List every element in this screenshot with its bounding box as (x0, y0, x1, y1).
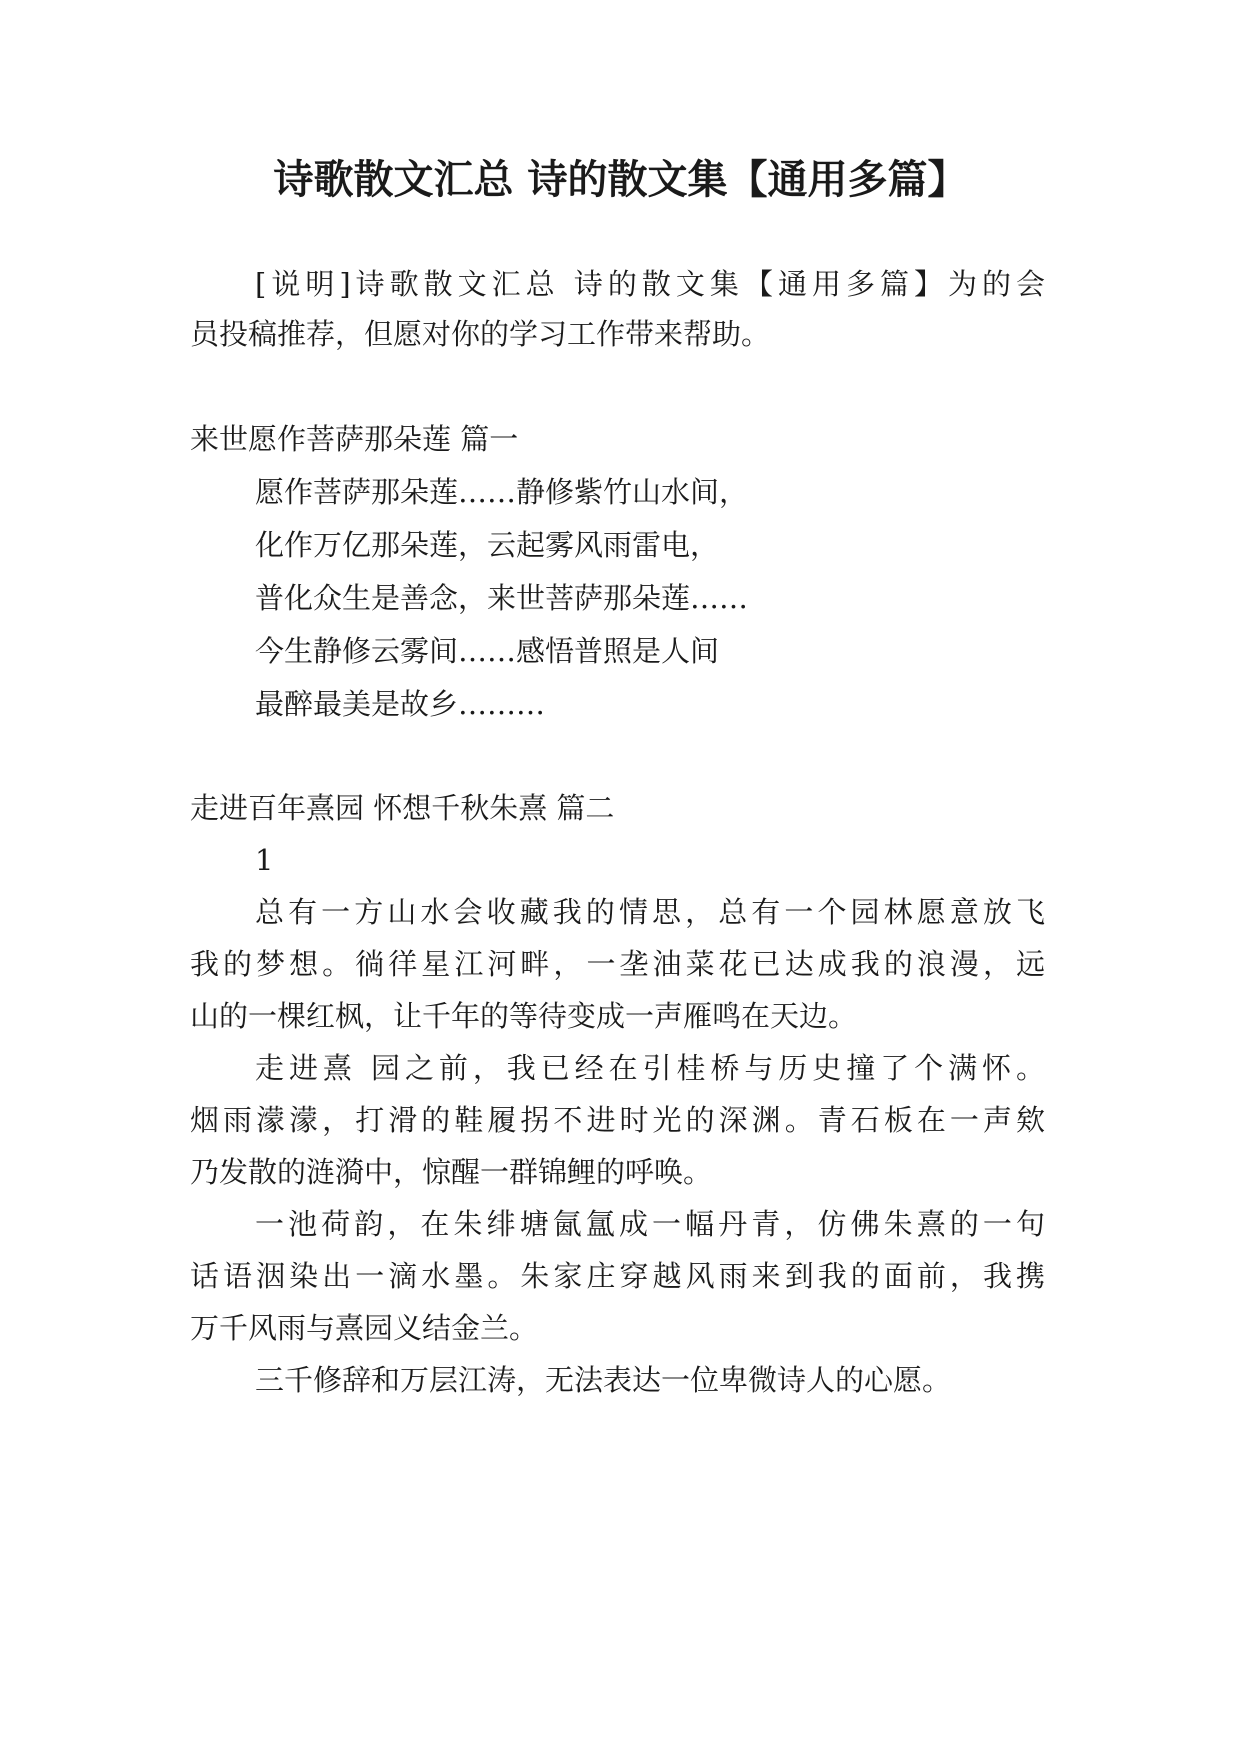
paragraph-3-line-2: 话语洇染出一滴水墨。朱家庄穿越风雨来到我的面前，我携 (190, 1259, 1045, 1293)
intro-line-2: 员投稿推荐，但愿对你的学习工作带来帮助。 (190, 317, 771, 351)
poem-line-2: 化作万亿那朵莲，云起雾风雨雷电， (255, 528, 720, 562)
paragraph-1-line-1: 总有一方山水会收藏我的情思，总有一个园林愿意放飞 (255, 895, 1045, 929)
section-2-number: 1 (255, 843, 274, 877)
poem-line-5: 最醉最美是故乡……… (255, 687, 546, 721)
paragraph-4-line-1: 三千修辞和万层江涛，无法表达一位卑微诗人的心愿。 (255, 1363, 952, 1397)
paragraph-1-line-3: 山的一棵红枫，让千年的等待变成一声雁鸣在天边。 (190, 999, 858, 1033)
section-1-heading: 来世愿作菩萨那朵莲 篇一 (190, 422, 519, 456)
section-2-heading: 走进百年熹园 怀想千秋朱熹 篇二 (190, 791, 615, 825)
intro-line-1: [说明]诗歌散文汇总 诗的散文集【通用多篇】为的会 (255, 267, 1045, 301)
poem-line-3: 普化众生是善念，来世菩萨那朵莲…… (255, 581, 749, 615)
paragraph-3-line-1: 一池荷韵，在朱绯塘氤氲成一幅丹青，仿佛朱熹的一句 (255, 1207, 1045, 1241)
paragraph-1-line-2: 我的梦想。徜徉星江河畔，一垄油菜花已达成我的浪漫，远 (190, 947, 1045, 981)
paragraph-2-line-3: 乃发散的涟漪中，惊醒一群锦鲤的呼唤。 (190, 1155, 713, 1189)
page-title: 诗歌散文汇总 诗的散文集【通用多篇】 (273, 157, 968, 203)
poem-line-1: 愿作菩萨那朵莲……静修紫竹山水间， (255, 475, 749, 509)
poem-line-4: 今生静修云雾间……感悟普照是人间 (255, 634, 720, 668)
paragraph-2-line-2: 烟雨濛濛，打滑的鞋履拐不进时光的深渊。青石板在一声欸 (190, 1103, 1045, 1137)
paragraph-2-line-1: 走进熹 园之前，我已经在引桂桥与历史撞了个满怀。 (255, 1051, 1045, 1085)
paragraph-3-line-3: 万千风雨与熹园义结金兰。 (190, 1311, 539, 1345)
